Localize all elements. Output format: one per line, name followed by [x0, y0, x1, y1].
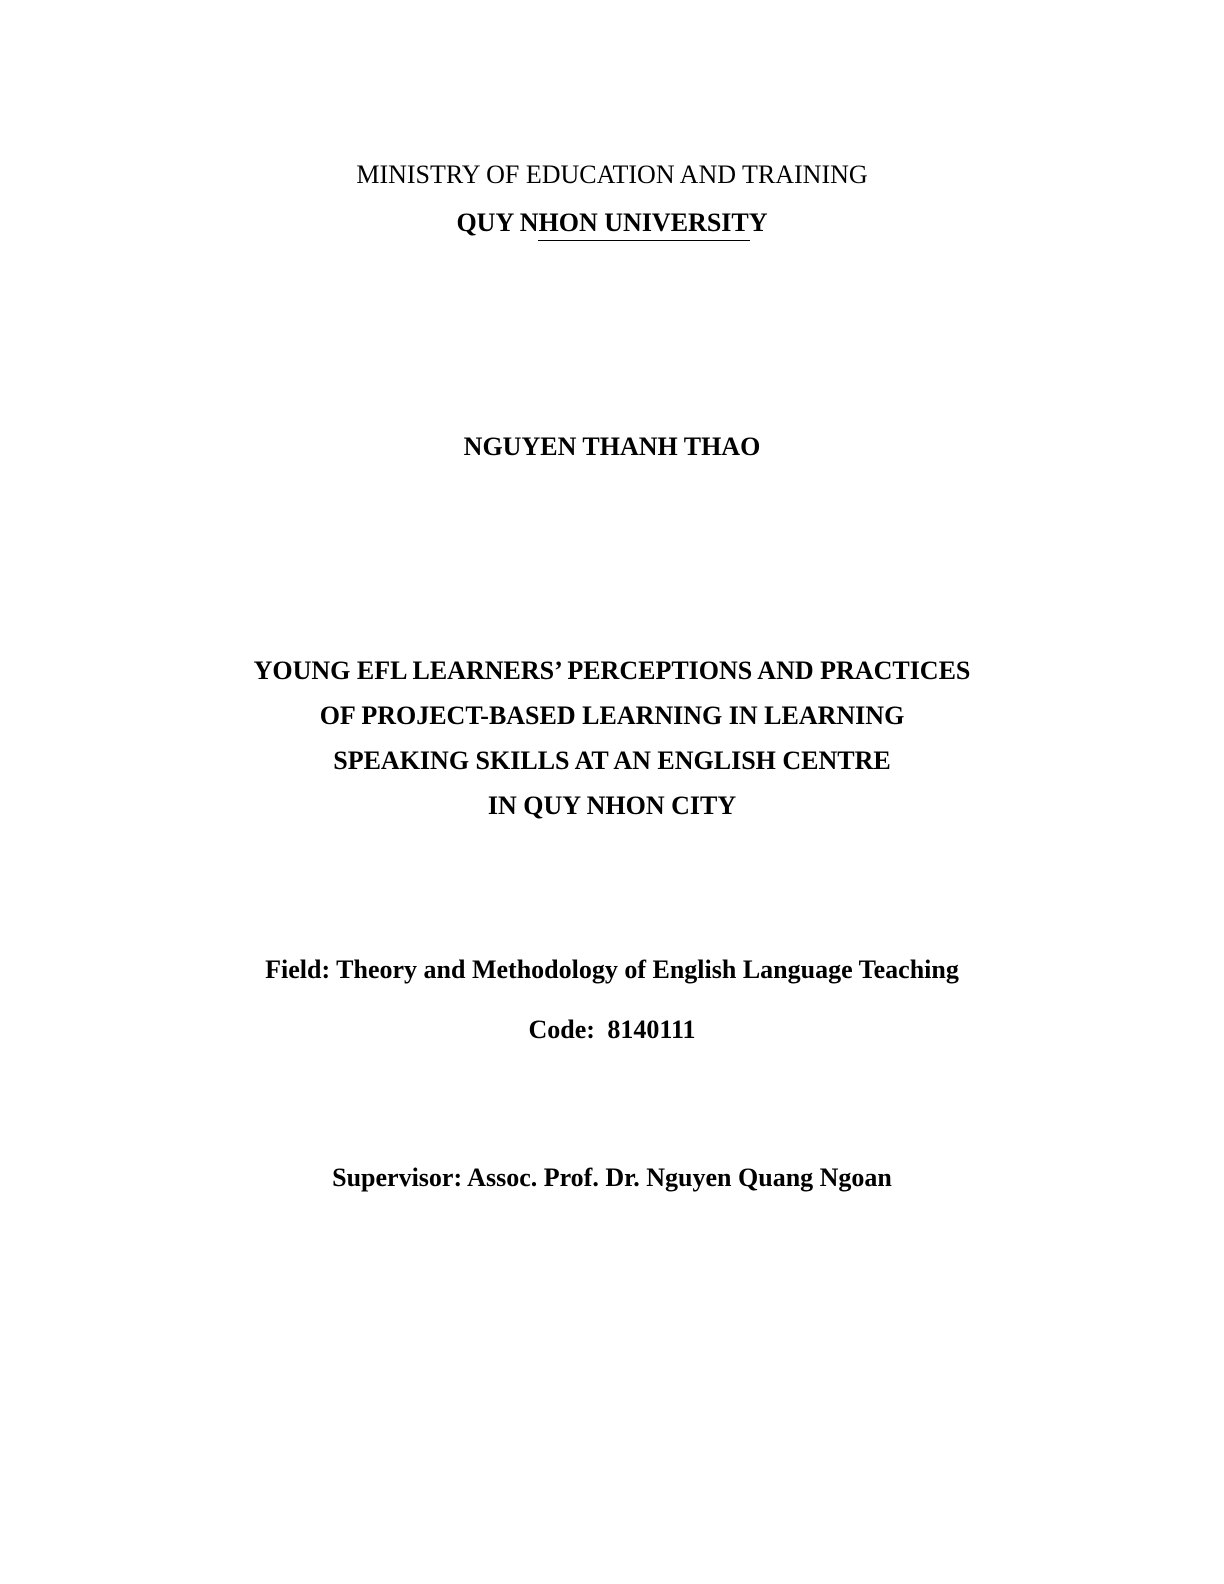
field-of-study: Field: Theory and Methodology of English Language Teaching: [265, 955, 959, 984]
thesis-title-line: OF PROJECT-BASED LEARNING IN LEARNING: [319, 701, 905, 730]
program-code-label: Code:: [528, 1015, 595, 1044]
author-name: NGUYEN THANH THAO: [463, 432, 761, 461]
thesis-title-line: SPEAKING SKILLS AT AN ENGLISH CENTRE: [333, 746, 891, 775]
heading-divider: [538, 240, 750, 241]
program-code-value: 8140111: [607, 1015, 696, 1044]
supervisor: Supervisor: Assoc. Prof. Dr. Nguyen Quang Ngoan: [332, 1163, 892, 1192]
thesis-title-line: IN QUY NHON CITY: [487, 791, 737, 820]
university-heading: QUY NHON UNIVERSITY: [456, 208, 768, 237]
program-code: [0, 1015, 1224, 1045]
ministry-heading: MINISTRY OF EDUCATION AND TRAINING: [356, 160, 868, 189]
thesis-title-line: YOUNG EFL LEARNERS’ PERCEPTIONS AND PRACTICES: [253, 656, 971, 685]
